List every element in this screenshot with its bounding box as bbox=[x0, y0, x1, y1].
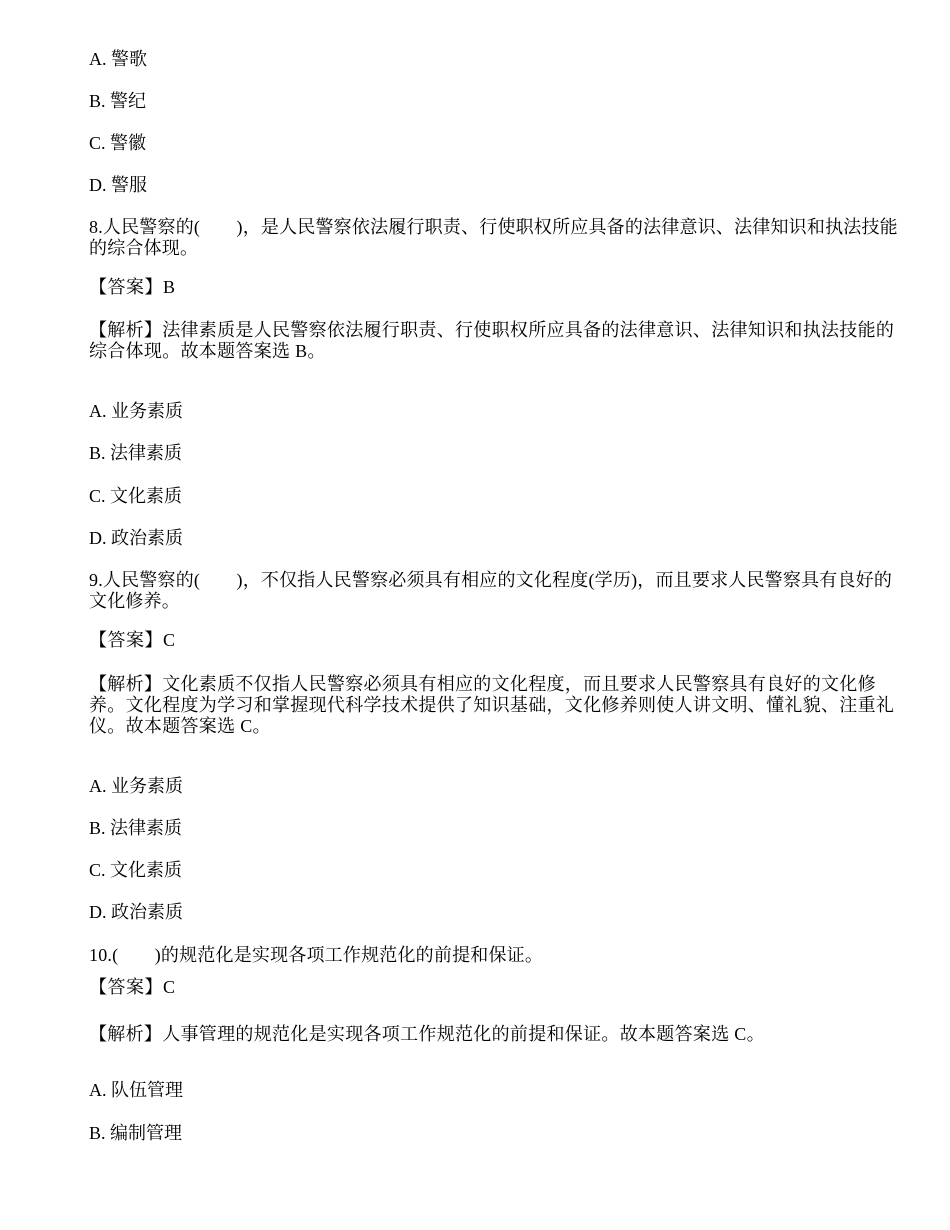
q8-option-c: C. 文化素质 bbox=[89, 486, 183, 506]
q9-option-b: B. 法律素质 bbox=[89, 818, 183, 838]
q9-option-d: D. 政治素质 bbox=[89, 902, 183, 922]
q7-option-c: C. 警徽 bbox=[89, 133, 147, 153]
q7-option-d: D. 警服 bbox=[89, 175, 147, 195]
q9-answer: 【答案】C bbox=[89, 630, 176, 650]
q9-option-a: A. 业务素质 bbox=[89, 776, 183, 796]
q10-answer: 【答案】C bbox=[89, 977, 176, 997]
q10-option-b: B. 编制管理 bbox=[89, 1123, 183, 1143]
q7-option-b: B. 警纪 bbox=[89, 91, 147, 111]
q9-analysis: 【解析】文化素质不仅指人民警察必须具有相应的文化程度，而且要求人民警察具有良好的文化修养。文化程度为学习和掌握现代科学技术提供了知识基础，文化修养则使人讲文明、懂礼貌、注重礼仪。故本题答案选 C。 bbox=[89, 674, 895, 736]
q7-option-a: A. 警歌 bbox=[89, 49, 147, 69]
q10-analysis: 【解析】人事管理的规范化是实现各项工作规范化的前提和保证。故本题答案选 C。 bbox=[89, 1024, 765, 1044]
q10-question: 10.( )的规范化是实现各项工作规范化的前提和保证。 bbox=[89, 945, 544, 965]
q8-analysis: 【解析】法律素质是人民警察依法履行职责、行使职权所应具备的法律意识、法律知识和执法技能的综合体现。故本题答案选 B。 bbox=[89, 320, 895, 361]
q9-question: 9.人民警察的( )，不仅指人民警察必须具有相应的文化程度(学历)，而且要求人民警察具有良好的文化修养。 bbox=[89, 570, 893, 611]
q10-option-a: A. 队伍管理 bbox=[89, 1080, 183, 1100]
q8-option-b: B. 法律素质 bbox=[89, 443, 183, 463]
q8-option-d: D. 政治素质 bbox=[89, 528, 183, 548]
q9-option-c: C. 文化素质 bbox=[89, 860, 183, 880]
q8-question: 8.人民警察的( )，是人民警察依法履行职责、行使职权所应具备的法律意识、法律知识和执法技能的综合体现。 bbox=[89, 217, 898, 258]
q8-answer: 【答案】B bbox=[89, 277, 176, 297]
q8-option-a: A. 业务素质 bbox=[89, 401, 183, 421]
